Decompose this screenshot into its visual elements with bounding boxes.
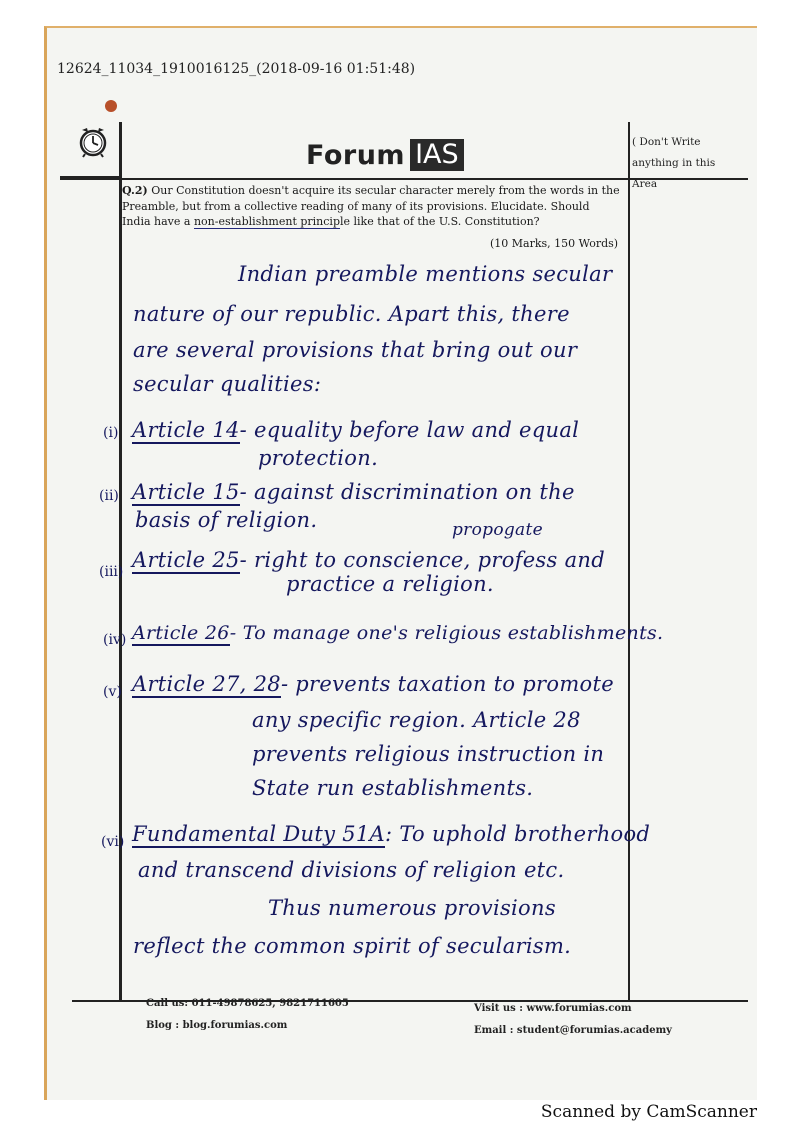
margin-instruction: ( Don't Write anything in this Area — [632, 136, 716, 190]
point-2-text: - against discrimination on the — [239, 480, 575, 504]
point-1-line — [132, 418, 579, 442]
point-4-article: Article 26 — [132, 622, 230, 644]
forumias-logo — [306, 138, 464, 172]
point-3-cont-1: practice a religion. — [286, 572, 494, 596]
intro-line-2: nature of our republic. Apart this, there — [133, 302, 570, 326]
point-5-text: - prevents taxation to promote — [280, 672, 614, 696]
point-5-cont-2: prevents religious instruction in — [252, 742, 605, 766]
point-5-line — [132, 672, 614, 696]
point-1-article: Article 14 — [132, 418, 240, 442]
footer-website: Visit us : www.forumias.com — [474, 1003, 632, 1014]
question-body-start: Our Constitution doesn't acquire its secular character merely from the words in the Preamble, but from a collective reading of many of its provisions. Elucidate. Should India have a — [122, 184, 620, 228]
logo-forum-text: Forum — [306, 139, 406, 171]
point-3-insertion: propogate — [452, 520, 543, 540]
point-6-numeral: (vi) — [101, 834, 125, 850]
point-4-text: - To manage one's religious establishments. — [229, 622, 664, 644]
point-5-numeral: (v) — [103, 684, 122, 700]
point-6-text: : To uphold brotherhood — [385, 822, 651, 846]
camscanner-watermark: Scanned by CamScanner — [540, 1102, 757, 1122]
footer-email: Email : student@forumias.academy — [474, 1025, 672, 1036]
conclusion-line-1: Thus numerous provisions — [268, 896, 556, 920]
point-2-cont-1: basis of religion. — [135, 508, 318, 532]
question-text — [122, 183, 620, 230]
scan-stamp: 12624_11034_1910016125_(2018-09-16 01:51:48) — [57, 61, 416, 77]
point-3-article: Article 25 — [132, 548, 240, 572]
point-1-numeral: (i) — [103, 425, 119, 441]
point-2-line — [132, 480, 575, 504]
point-4-line — [132, 622, 663, 644]
intro-line-4: secular qualities: — [133, 372, 322, 396]
point-3-line — [132, 548, 605, 572]
point-6-cont-1: and transcend divisions of religion etc. — [138, 858, 565, 882]
left-margin-line — [119, 122, 122, 1002]
point-4-numeral: (iv) — [103, 632, 127, 648]
point-1-cont-1: protection. — [258, 446, 379, 470]
footer-blog: Blog : blog.forumias.com — [146, 1020, 288, 1031]
point-6-line — [132, 822, 650, 846]
point-2-article: Article 15 — [132, 480, 240, 504]
point-1-text: - equality before law and equal — [239, 418, 580, 442]
header-divider-accent — [60, 176, 120, 179]
footer-phone: Call us: 011-49878625, 9821711605 — [146, 998, 349, 1009]
point-5-cont-1: any specific region. Article 28 — [252, 708, 581, 732]
logo-ias-text: IAS — [407, 139, 464, 171]
question-underlined-phrase: non-establishment princip — [193, 215, 340, 228]
point-5-article: Article 27, 28 — [132, 672, 281, 696]
conclusion-line-2: reflect the common spirit of secularism. — [133, 934, 572, 958]
alarm-clock-icon — [76, 124, 110, 158]
marks-and-words: (10 Marks, 150 Words) — [490, 237, 619, 250]
punch-hole — [105, 100, 117, 112]
point-5-cont-3: State run establishments. — [252, 776, 534, 800]
right-margin-line — [628, 122, 630, 1002]
point-6-article: Fundamental Duty 51A — [132, 822, 386, 846]
question-body-end: le like that of the U.S. Constitution? — [339, 215, 540, 228]
point-3-text: - right to conscience, profess and — [239, 548, 605, 572]
point-2-numeral: (ii) — [99, 488, 119, 504]
intro-line-3: are several provisions that bring out our — [133, 338, 578, 362]
intro-line-1: Indian preamble mentions secular — [238, 262, 613, 286]
question-number: Q.2) — [122, 184, 148, 197]
point-3-numeral: (iii) — [99, 564, 124, 580]
